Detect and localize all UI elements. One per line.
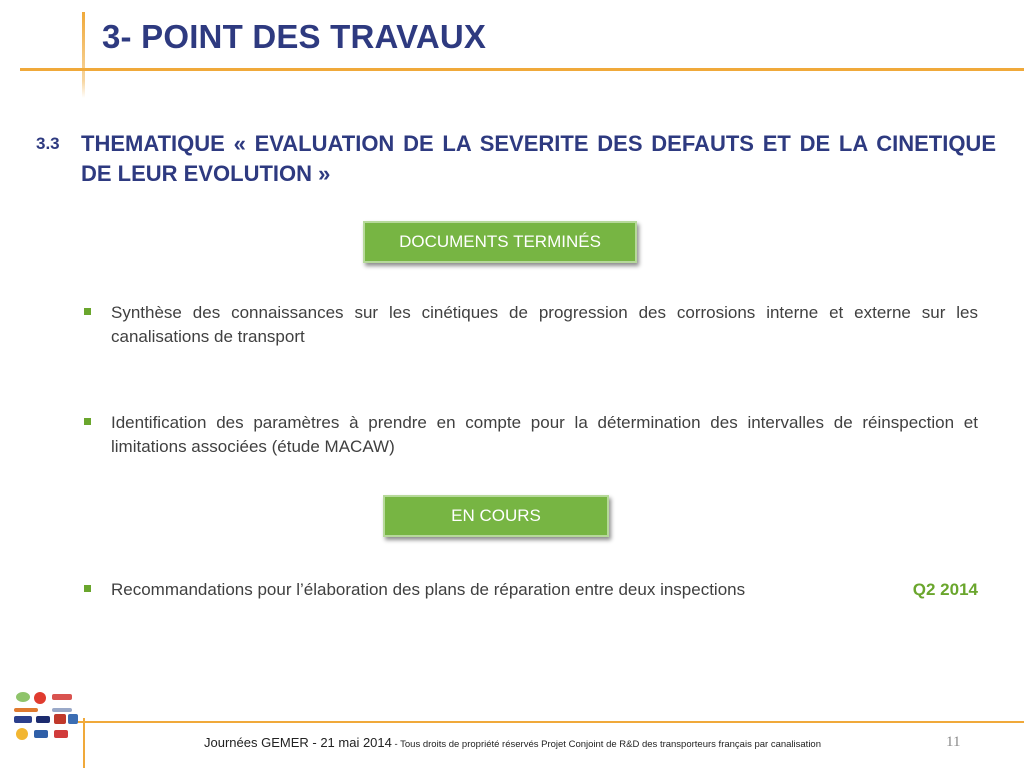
bullet-square-icon: [82, 301, 111, 349]
footer-rights: - Tous droits de propriété réservés Projet Conjoint de R&D des transporteurs français par canalisation: [391, 739, 821, 750]
list-item-text: Synthèse des connaissances sur les cinétiques de progression des corrosions interne et externe sur les canalisations de transport: [111, 303, 978, 346]
status-badge-documents-done: DOCUMENTS TERMINÉS: [363, 221, 637, 263]
bullet-square-icon: [82, 411, 111, 459]
footer-text: [204, 735, 821, 750]
due-date-label: Q2 2014: [912, 580, 978, 599]
header-vertical-rule: [82, 12, 85, 98]
status-badge-in-progress: EN COURS: [383, 495, 609, 537]
list-item-content: [111, 578, 978, 602]
partner-logos-icon: [12, 690, 80, 752]
list-item: [82, 578, 978, 602]
list-item: [82, 301, 978, 349]
footer-vertical-rule: [83, 718, 85, 768]
page-number: 11: [946, 734, 961, 750]
footer-event: Journées GEMER - 21 mai 2014: [204, 735, 392, 750]
footer-horizontal-rule: [78, 721, 1024, 723]
list-item-text: Recommandations pour l’élaboration des plans de réparation entre deux inspections: [111, 580, 746, 599]
bullet-square-icon: [82, 578, 111, 602]
section-heading: THEMATIQUE « EVALUATION DE LA SEVERITE DES DEFAUTS ET DE LA CINETIQUE DE LEUR EVOLUTION »: [81, 131, 996, 186]
list-item-text: Identification des paramètres à prendre en compte pour la détermination des intervalles de réinspection et limitations associées (étude MACAW): [111, 413, 978, 456]
page-title: 3- POINT DES TRAVAUX: [102, 18, 487, 55]
list-item: [82, 411, 978, 459]
header-horizontal-rule: [20, 68, 1024, 71]
section-number: 3.3: [36, 134, 60, 153]
